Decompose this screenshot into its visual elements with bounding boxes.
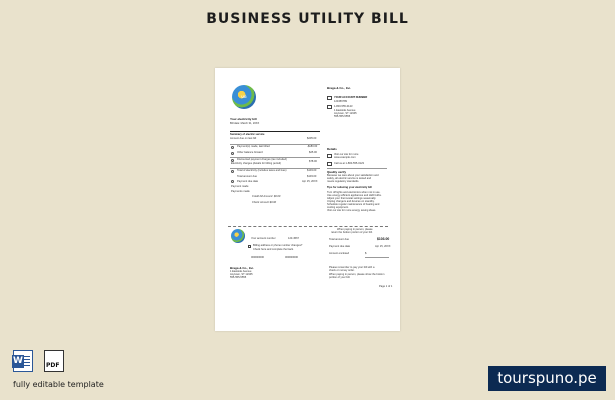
bill-document [215,68,400,331]
stub-due-value: Apr 15, 20XX [375,245,391,248]
bill-date: Bill date: March 31, 20XX [230,122,260,125]
balance-icon [231,152,234,155]
payment-due-value: Apr 15, 20XX [302,180,318,183]
tips-line-2: Use energy-efficient appliances and LED bulbs. [327,194,382,197]
stub-row-b: 000000000 [285,256,298,259]
payment-value: -$180.00 [307,145,318,148]
tips-line-7: Visit our site for more energy saving ideas. [327,209,376,212]
stub-total-value: $103.00 [377,237,390,241]
tips-line-5: Schedule regular maintenance of heating and [327,203,380,206]
pdf-letter: PDF [46,362,60,369]
stub-total-label: Total amount due [329,238,349,241]
discount-value: $78.00 [309,160,317,163]
due-date-icon [231,180,234,183]
stub-account-value: 123-4567 [288,237,299,240]
payment-label: Payment(s) made, last billed [237,145,270,148]
quality-title: Quality verify [327,170,347,174]
address-change-checkbox[interactable] [248,245,251,248]
details-line-2: www.example.com [334,156,356,159]
remit-line-3: When paying in person, please show the bottom [329,273,385,276]
amount-due-value: $205.00 [307,137,317,140]
divider [327,168,387,169]
stub-paid-label: Amount enclosed [329,252,350,255]
stub-logo [231,229,245,243]
signature-line-1: Credit bill Amount: $0.00 [252,195,281,198]
payment-icon [231,146,234,149]
web-icon [327,154,332,158]
payment-made: Payment made [231,185,249,188]
address-line-3: 555-555-5555 [334,115,351,118]
remit-line-4: portion of your bill. [329,276,351,279]
total-value: $103.00 [307,169,317,172]
balance-value: $25.00 [309,151,317,154]
phone-icon [327,105,332,109]
tips-title: Tips for reducing your electricity bill [327,186,372,189]
account-label: YOUR ACCOUNT NUMBER [334,96,368,99]
logo-text: UG [241,95,247,99]
signature-line-2: Check Amount $0.00 [252,201,277,204]
quality-line-3: meets regulatory standards. [327,180,360,183]
details-line-3: Call us at 1-800-555-0123 [334,162,364,165]
discount-label: Discounted payment charges (tax included) [237,158,287,161]
stub-account-label: Your account number [251,237,276,240]
tips-line-3: Adjust your thermostat settings seasonally. [327,197,377,200]
stub-note-2: return the bottom portion of your bill. [331,231,373,234]
amount-line [365,257,389,258]
stub-due-label: Payment due date [329,245,351,248]
page-title: BUSINESS UTILITY BILL [206,11,409,27]
total-label: Total of electricity (includes taxes and fees) [237,169,287,172]
details-title: Details [327,147,337,151]
details-line-1: Visit our site for more [334,153,359,156]
payment-due-label: Payment due date [237,180,259,183]
cut-line [228,226,388,227]
bill-title: Your electricity bill [230,117,257,121]
page-number: Page 1 of 1 [379,285,393,288]
stub-row-a: 000000000 [251,256,264,259]
tips-line-4: Unplug chargers and devices on standby. [327,200,375,203]
company-name: Braga & Co., Inc. [327,86,352,90]
stub-paid-value[interactable]: $ [365,252,367,255]
total-due-label: Total amount due [237,175,257,178]
pdf-icon [44,350,64,372]
call-icon [327,162,332,166]
summary-title: Summary of electric service [230,133,265,136]
stub-addr-3: 555-555-5555 [230,276,247,279]
total-icon [231,170,234,173]
stub-note-1: When paying in person, please [337,228,373,231]
tips-line-6: cooling equipment. [327,206,349,209]
discount-note: Electricity charges (details for billing period) [231,162,282,165]
brand-badge[interactable]: tourspuno.pe [488,366,606,391]
amount-due-label: Amount due on last bill [230,137,257,140]
remit-line-2: check or money order. [329,269,355,272]
address-line-2: Anytown, ST 12345 [334,112,357,115]
account-number: 123456789 [334,100,347,103]
balance-label: Other balance forward [237,151,263,154]
quality-line-2: safety, all electric service is tested and [327,177,372,180]
phone-number: 1-800-555-0123 [334,105,353,108]
company-logo [232,85,256,109]
stub-company: Braga & Co., Inc. [230,266,255,270]
tips-line-1: Turn off lights and electronics when not in use. [327,191,381,194]
remit-line-1: Please remember to pay your bill with a [329,266,375,269]
payments-made: Payments made [231,190,250,193]
word-lines [23,356,30,368]
stub-addr-1: 1 Eastside Avenue [230,270,252,273]
word-letter: W [13,356,23,366]
divider [230,131,320,132]
footer-caption: fully editable template [13,380,104,389]
word-icon [13,350,33,372]
stub-address-note: Check here and complete the back. [253,248,294,251]
stub-addr-2: Anytown, ST 12345 [230,273,253,276]
quality-line-1: Because we care about your satisfaction and [327,174,379,177]
account-icon [327,96,332,100]
address-line-1: 1 Eastside Avenue [334,109,356,112]
stub-address-label: Billing address or phone number changes? [253,244,303,247]
total-due-value: $103.00 [307,175,317,178]
